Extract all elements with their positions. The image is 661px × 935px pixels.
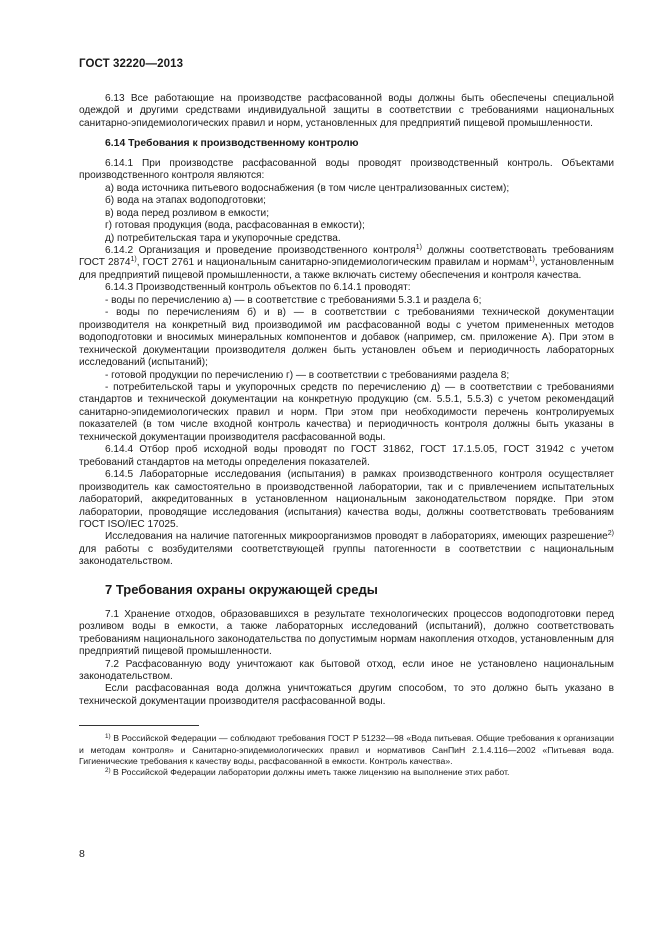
paragraph-6-13: 6.13 Все работающие на производстве расфасованной воды должны быть обеспечены специальной одеждой и другими средствами индивидуальной защиты в соответствии с требованиями национальных санитарно-эпидемиологических правил и норм, установленных для предприятий пищевой промышленности. xyxy=(79,93,614,129)
footnote-ref: 1) xyxy=(415,243,422,251)
footnote-ref: 1) xyxy=(528,256,535,264)
document-header: ГОСТ 32220—2013 xyxy=(79,58,184,70)
list-item: а) вода источника питьевого водоснабжения (в том числе централизованных систем); xyxy=(105,182,510,194)
list-item: в) вода перед розливом в емкости; xyxy=(105,207,269,219)
section-heading-7: 7 Требования охраны окружающей среды xyxy=(105,581,378,597)
paragraph-6-14-3: 6.14.3 Производственный контроль объектов по 6.14.1 проводят: xyxy=(105,282,411,294)
list-item: - воды по перечислениям б) и в) — в соответствии с требованиями технической документации производителя на конкретный вид производимой им расфасованной воды с учетом примененных методов водоподготовки и вносимых минеральных компонентов и добавок (например, см. приложение А). При этом в технической документации производителя должен быть установлен объем и периодичность лабораторных исследований (испытаний); xyxy=(79,307,614,369)
footnote-ref: 2) xyxy=(607,530,614,538)
paragraph-6-14-5: 6.14.5 Лабораторные исследования (испытания) в рамках производственного контроля осуществляет производитель как самостоятельно в производственной лаборатории, так и с привлечением испытательных лабораторий, аккредитованных в установленном национальным законодательством порядке. При этом лаборатории, проводящие исследования (испытания) качества воды, должны соответствовать требованиям ГОСТ ISO/IEC 17025. xyxy=(79,469,614,530)
paragraph-7-2: 7.2 Расфасованную воду уничтожают как бытовой отход, если иное не установлено национальным законодательством. xyxy=(79,658,614,683)
list-item: - готовой продукции по перечислению г) — в соответствии с требованиями раздела 8; xyxy=(105,369,510,381)
paragraph-6-14-1: 6.14.1 При производстве расфасованной воды проводят производственный контроль. Объектами производственного контроля являются: xyxy=(79,157,614,182)
list-item: б) вода на этапах водоподготовки; xyxy=(105,195,266,207)
footnote-ref: 1) xyxy=(130,256,137,264)
paragraph-6-14-2: 6.14.2 Организация и проведение производственного контроля$^{1)}$ должны соответствовать требованиям ГОСТ 2874$^{1)}$, ГОСТ 2761 и национальным санитарно-эпидемиологическим правилам и нормам$^{1)}$, установленным для предприятий пищевой промышленности, а также включать систему обеспечения и контроля качества. xyxy=(79,243,614,281)
paragraph-7-1: 7.1 Хранение отходов, образовавшихся в результате технологических процессов водоподготовки перед розливом воды в емкости, а также лабораторных исследований (испытаний), должно соответствовать требованиям национального законодательства по допустимым нормам накопления отходов, установленным для предприятий пищевой промышленности. xyxy=(79,608,614,658)
paragraph-6-14-5-cont: Исследования на наличие патогенных микроорганизмов проводят в лабораториях, имеющих разрешение$^{2)}$ для работы с возбудителями соответствующей группы патогенности в соответствии с национальным законодательством. xyxy=(79,530,614,568)
footnote-divider xyxy=(79,725,199,726)
list-item: - воды по перечислению а) — в соответствие с требованиями 5.3.1 и раздела 6; xyxy=(105,294,482,306)
footnote-2: $^{2)}$ В Российской Федерации лаборатории должны иметь также лицензию на выполнение этих работ. xyxy=(105,767,510,778)
list-item: - потребительской тары и укупорочных средств по перечислению д) — в соответствии с требованиями стандартов и технической документации на конкретную продукцию (см. 5.5.1, 5.5.3) с учетом рекомендаций санитарно-эпидемиологических правил и норм. При этом при необходимости перечень контролируемых показателей (в том числе входной контроль качества) и периодичность контроля должны быть указаны в технической документации производителя расфасованной воды. xyxy=(79,381,614,443)
paragraph-7-2-cont: Если расфасованная вода должна уничтожаться другим способом, то это должно быть указано в технической документации производителя расфасованной воды. xyxy=(79,683,614,707)
list-item: г) готовая продукция (вода, расфасованная в емкости); xyxy=(105,220,365,232)
list-item: д) потребительская тара и укупорочные средства. xyxy=(105,232,341,244)
footnote-1: $^{1)}$ В Российской Федерации — соблюдают требования ГОСТ Р 51232—98 «Вода питьевая. Общие требования к организации и методам контроля» и Санитарно-эпидемиологических правил и нормативов СанПиН 2.1.4.116—2002 «Питьевая вода. Гигиенические требования к качеству воды, расфасованной в емкости. Контроль качества». xyxy=(79,733,614,766)
document-body xyxy=(79,93,614,779)
page-number: 8 xyxy=(79,848,85,860)
section-heading-6-14: 6.14 Требования к производственному контролю xyxy=(105,138,359,150)
paragraph-6-14-4: 6.14.4 Отбор проб исходной воды проводят по ГОСТ 31862, ГОСТ 17.1.5.05, ГОСТ 31942 с учетом требований стандартов на методы определения показателей. xyxy=(79,444,614,468)
